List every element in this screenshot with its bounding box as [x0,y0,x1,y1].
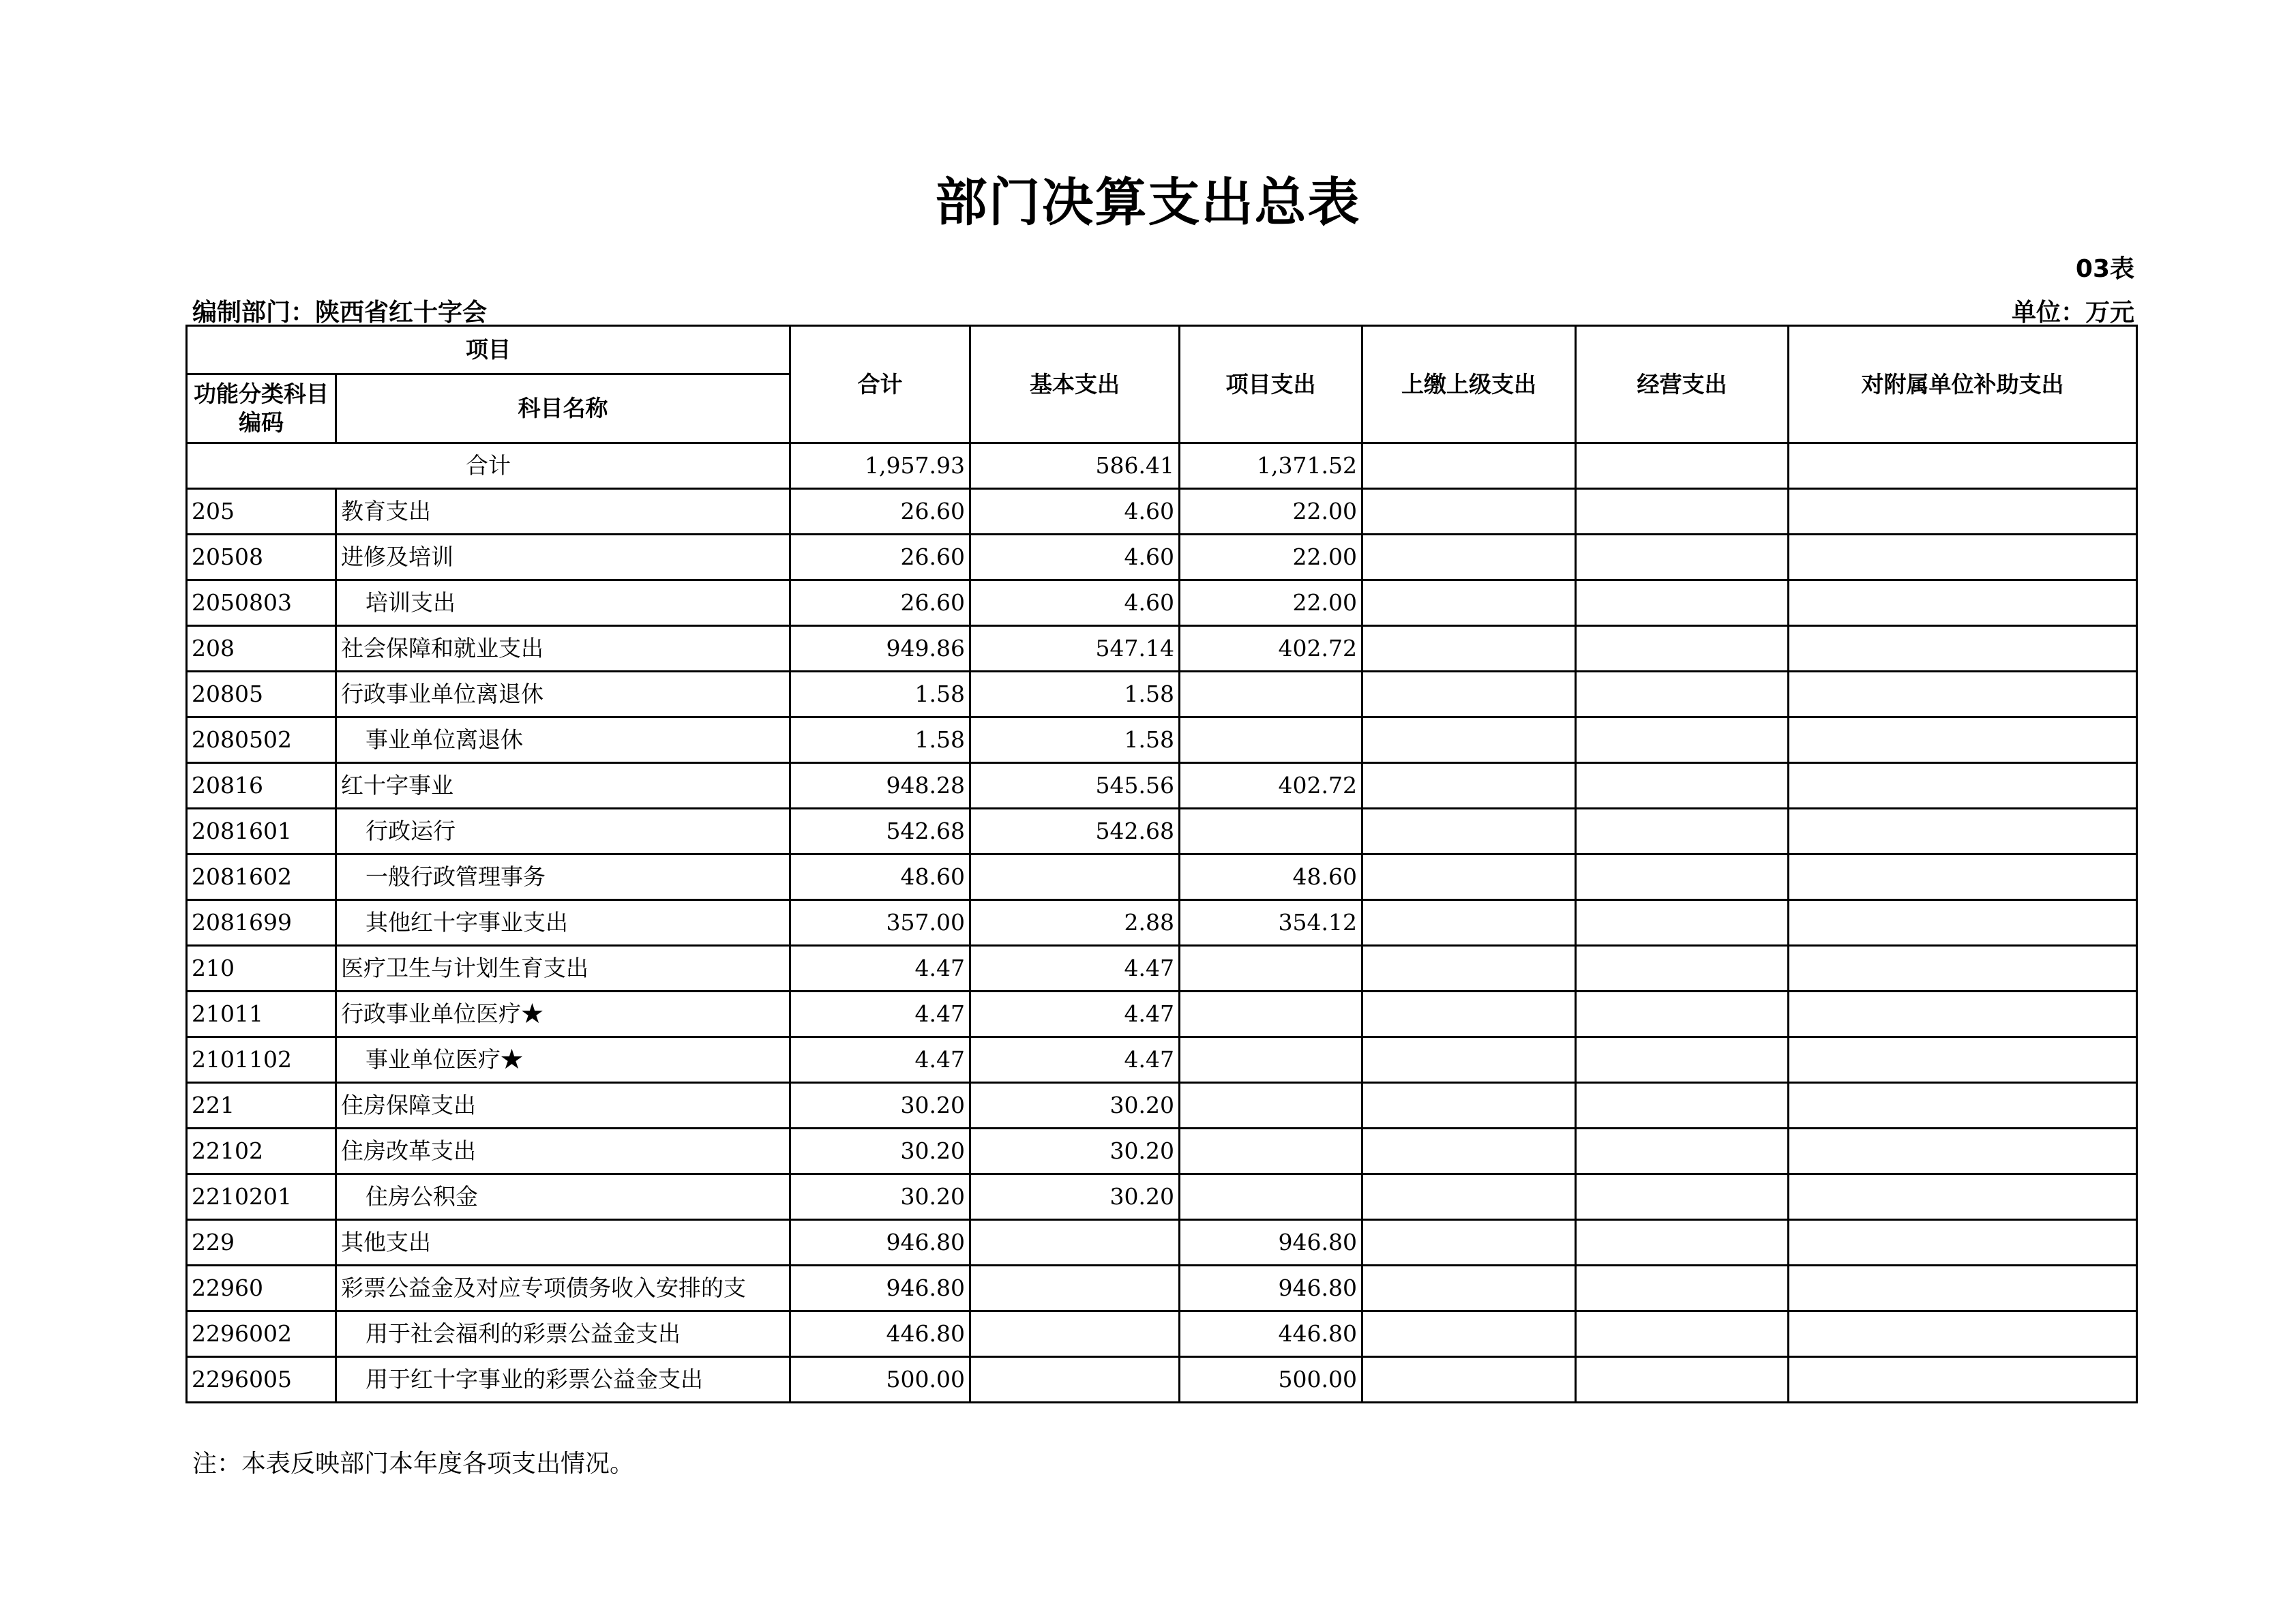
row-total: 949.86 [790,626,970,672]
row-subsidy [1789,672,2137,717]
row-business [1576,1037,1789,1083]
row-project: 402.72 [1180,626,1362,672]
row-name: 彩票公益金及对应专项债务收入安排的支 [336,1266,790,1311]
total-row-project: 1,371.52 [1180,443,1362,489]
table-row [187,854,2137,900]
row-code: 22960 [187,1266,336,1311]
row-code: 2050803 [187,580,336,626]
row-business [1576,1266,1789,1311]
row-basic [970,1220,1180,1266]
table-row [187,1083,2137,1129]
row-upper [1362,489,1576,535]
row-code: 210 [187,946,336,992]
row-project: 946.80 [1180,1220,1362,1266]
row-name: 事业单位离退休 [336,717,790,763]
row-total: 30.20 [790,1129,970,1174]
table-row [187,1037,2137,1083]
row-name: 住房改革支出 [336,1129,790,1174]
row-total: 500.00 [790,1357,970,1403]
row-subsidy [1789,717,2137,763]
row-business [1576,854,1789,900]
row-project: 500.00 [1180,1357,1362,1403]
row-project [1180,717,1362,763]
total-row-label: 合计 [187,443,790,489]
row-code: 22102 [187,1129,336,1174]
row-code: 2080502 [187,717,336,763]
header-name: 科目名称 [336,374,790,443]
row-total: 26.60 [790,535,970,580]
row-basic: 1.58 [970,717,1180,763]
table-row [187,717,2137,763]
row-name: 事业单位医疗★ [336,1037,790,1083]
total-row-basic: 586.41 [970,443,1180,489]
header-code: 功能分类科目编码 [187,374,336,443]
row-basic: 30.20 [970,1129,1180,1174]
row-total: 446.80 [790,1311,970,1357]
row-name: 进修及培训 [336,535,790,580]
row-subsidy [1789,809,2137,854]
row-project: 354.12 [1180,900,1362,946]
row-business [1576,535,1789,580]
row-basic: 2.88 [970,900,1180,946]
row-basic: 4.47 [970,946,1180,992]
row-basic: 4.60 [970,489,1180,535]
header-upper-remittance: 上缴上级支出 [1362,326,1576,443]
row-project: 22.00 [1180,535,1362,580]
row-business [1576,1129,1789,1174]
row-name: 社会保障和就业支出 [336,626,790,672]
row-project: 946.80 [1180,1266,1362,1311]
row-subsidy [1789,1266,2137,1311]
row-code: 2081601 [187,809,336,854]
row-subsidy [1789,854,2137,900]
row-upper [1362,1311,1576,1357]
table-row [187,1129,2137,1174]
row-name: 用于红十字事业的彩票公益金支出 [336,1357,790,1403]
row-name: 医疗卫生与计划生育支出 [336,946,790,992]
row-upper [1362,1083,1576,1129]
row-project: 446.80 [1180,1311,1362,1357]
row-name: 其他支出 [336,1220,790,1266]
table-row [187,763,2137,809]
table-row [187,580,2137,626]
row-total: 4.47 [790,992,970,1037]
row-total: 26.60 [790,580,970,626]
row-total: 30.20 [790,1083,970,1129]
row-project [1180,1129,1362,1174]
row-subsidy [1789,900,2137,946]
row-upper [1362,1037,1576,1083]
row-upper [1362,1357,1576,1403]
row-upper [1362,854,1576,900]
row-project [1180,946,1362,992]
header-basic: 基本支出 [970,326,1180,443]
row-basic [970,1357,1180,1403]
row-name: 红十字事业 [336,763,790,809]
row-project: 22.00 [1180,489,1362,535]
row-basic: 545.56 [970,763,1180,809]
row-total: 946.80 [790,1266,970,1311]
row-subsidy [1789,1174,2137,1220]
row-business [1576,1357,1789,1403]
header-project-expenditure: 项目支出 [1180,326,1362,443]
total-row-total: 1,957.93 [790,443,970,489]
page-title: 部门决算支出总表 [935,172,1361,233]
row-project: 22.00 [1180,580,1362,626]
row-upper [1362,763,1576,809]
table-row [187,489,2137,535]
row-project: 48.60 [1180,854,1362,900]
header-business: 经营支出 [1576,326,1789,443]
row-upper [1362,1266,1576,1311]
row-project [1180,809,1362,854]
row-code: 2081699 [187,900,336,946]
row-basic: 4.47 [970,992,1180,1037]
row-subsidy [1789,1129,2137,1174]
table-row [187,1357,2137,1403]
row-subsidy [1789,1037,2137,1083]
row-code: 20508 [187,535,336,580]
row-name: 一般行政管理事务 [336,854,790,900]
row-subsidy [1789,489,2137,535]
row-total: 1.58 [790,717,970,763]
table-row [187,672,2137,717]
row-business [1576,900,1789,946]
row-code: 2210201 [187,1174,336,1220]
row-upper [1362,672,1576,717]
row-subsidy [1789,1357,2137,1403]
row-total: 357.00 [790,900,970,946]
row-project [1180,1037,1362,1083]
row-basic [970,1266,1180,1311]
row-business [1576,717,1789,763]
row-upper [1362,1220,1576,1266]
row-total: 948.28 [790,763,970,809]
row-subsidy [1789,1311,2137,1357]
row-business [1576,489,1789,535]
row-upper [1362,1129,1576,1174]
row-total: 542.68 [790,809,970,854]
row-code: 20805 [187,672,336,717]
expenditure-table [185,325,2138,1403]
row-name: 行政事业单位医疗★ [336,992,790,1037]
total-row [187,443,2137,489]
row-subsidy [1789,535,2137,580]
row-name: 住房公积金 [336,1174,790,1220]
row-total: 4.47 [790,946,970,992]
table-row [187,1220,2137,1266]
row-business [1576,672,1789,717]
row-project [1180,672,1362,717]
row-code: 2081602 [187,854,336,900]
row-business [1576,992,1789,1037]
row-total: 48.60 [790,854,970,900]
row-basic: 1.58 [970,672,1180,717]
row-code: 208 [187,626,336,672]
row-project [1180,1083,1362,1129]
row-subsidy [1789,946,2137,992]
row-basic [970,854,1180,900]
row-basic [970,1311,1180,1357]
row-basic: 547.14 [970,626,1180,672]
total-row-business [1576,443,1789,489]
row-code: 205 [187,489,336,535]
row-business [1576,1174,1789,1220]
row-name: 其他红十字事业支出 [336,900,790,946]
row-upper [1362,900,1576,946]
row-project: 402.72 [1180,763,1362,809]
row-upper [1362,992,1576,1037]
row-name: 用于社会福利的彩票公益金支出 [336,1311,790,1357]
table-row [187,535,2137,580]
row-business [1576,1311,1789,1357]
row-upper [1362,580,1576,626]
row-name: 住房保障支出 [336,1083,790,1129]
row-code: 21011 [187,992,336,1037]
row-code: 2296005 [187,1357,336,1403]
row-business [1576,580,1789,626]
total-row-subsidy [1789,443,2137,489]
row-upper [1362,535,1576,580]
table-row [187,1174,2137,1220]
row-total: 946.80 [790,1220,970,1266]
row-subsidy [1789,763,2137,809]
row-business [1576,626,1789,672]
table-row [187,1266,2137,1311]
row-code: 229 [187,1220,336,1266]
row-business [1576,763,1789,809]
row-basic: 542.68 [970,809,1180,854]
row-business [1576,1220,1789,1266]
row-subsidy [1789,1083,2137,1129]
row-business [1576,946,1789,992]
row-upper [1362,1174,1576,1220]
row-basic: 4.60 [970,580,1180,626]
row-business [1576,1083,1789,1129]
table-row [187,626,2137,672]
row-total: 26.60 [790,489,970,535]
row-project [1180,1174,1362,1220]
row-upper [1362,626,1576,672]
row-basic: 30.20 [970,1083,1180,1129]
row-subsidy [1789,580,2137,626]
row-business [1576,809,1789,854]
row-total: 1.58 [790,672,970,717]
table-row [187,900,2137,946]
row-name: 行政事业单位离退休 [336,672,790,717]
row-total: 30.20 [790,1174,970,1220]
header-total: 合计 [790,326,970,443]
row-subsidy [1789,626,2137,672]
row-code: 20816 [187,763,336,809]
header-project: 项目 [187,326,790,374]
row-code: 2296002 [187,1311,336,1357]
row-upper [1362,809,1576,854]
footnote: 注：本表反映部门本年度各项支出情况。 [192,1450,635,1478]
row-name: 培训支出 [336,580,790,626]
row-name: 教育支出 [336,489,790,535]
row-upper [1362,946,1576,992]
row-subsidy [1789,1220,2137,1266]
row-code: 2101102 [187,1037,336,1083]
table-row [187,946,2137,992]
compiling-department: 编制部门：陕西省红十字会 [192,299,488,327]
row-upper [1362,717,1576,763]
row-subsidy [1789,992,2137,1037]
table-row [187,992,2137,1037]
row-total: 4.47 [790,1037,970,1083]
row-code: 221 [187,1083,336,1129]
row-basic: 30.20 [970,1174,1180,1220]
table-row [187,809,2137,854]
row-name: 行政运行 [336,809,790,854]
table-number: 03表 [2075,255,2134,283]
row-project [1180,992,1362,1037]
table-row [187,1311,2137,1357]
header-subsidy: 对附属单位补助支出 [1789,326,2137,443]
currency-unit: 单位：万元 [2011,299,2134,327]
row-basic: 4.60 [970,535,1180,580]
total-row-upper [1362,443,1576,489]
row-basic: 4.47 [970,1037,1180,1083]
